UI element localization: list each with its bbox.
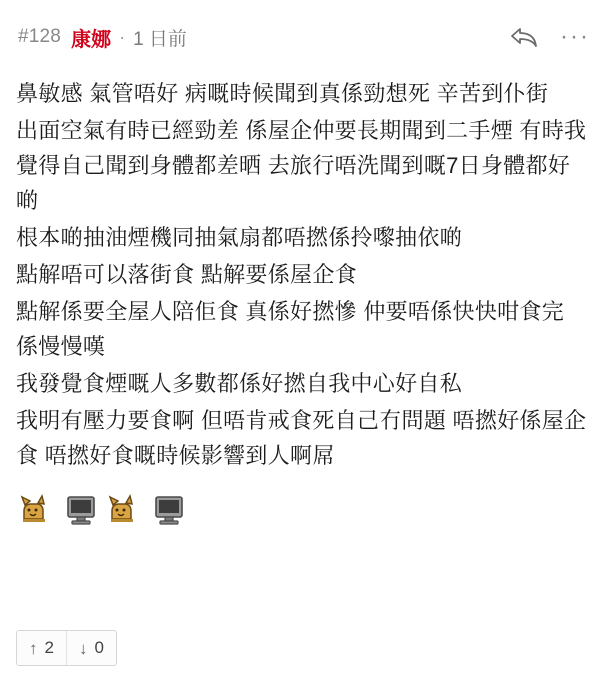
post-paragraph: 我發覺食煙嘅人多數都係好撚自我中心好自私 bbox=[16, 371, 463, 396]
post-paragraph: 點解係要全屋人陪佢食 真係好撚慘 仲要唔係快快咁食完 係慢慢嘆 bbox=[16, 299, 565, 359]
upvote-button[interactable] bbox=[17, 631, 66, 665]
vote-bar bbox=[16, 630, 117, 666]
post-paragraph: 根本啲抽油煙機同抽氣扇都唔撚係拎嚟抽依啲 bbox=[16, 225, 463, 250]
post-paragraph: 我明有壓力要食啊 但唔肯戒食死自己冇問題 唔撚好係屋企食 唔撚好食嘅時候影響到人啊屌 bbox=[16, 408, 587, 468]
computer-monitor-emoticon bbox=[150, 489, 192, 529]
down-arrow-icon: ↓ bbox=[78, 638, 88, 658]
reply-icon[interactable] bbox=[509, 24, 539, 50]
post-paragraph: 點解唔可以落街食 點解要係屋企食 bbox=[16, 262, 357, 287]
post-header bbox=[0, 0, 607, 62]
dog-computer-emoticon bbox=[18, 489, 60, 529]
post-author[interactable]: 康娜 bbox=[71, 28, 112, 51]
downvote-button[interactable] bbox=[66, 631, 116, 665]
emoticon-row bbox=[0, 475, 607, 529]
post-body bbox=[0, 62, 607, 473]
more-options-icon[interactable]: ··· bbox=[560, 23, 590, 50]
dog-computer-emoticon bbox=[106, 489, 148, 529]
up-arrow-icon: ↑ bbox=[29, 638, 38, 658]
page-bottom-edge bbox=[0, 678, 607, 684]
meta-separator: · bbox=[119, 26, 126, 47]
post-paragraph: 鼻敏感 氣管唔好 病嘅時候聞到真係勁想死 辛苦到仆街 bbox=[16, 81, 549, 106]
post-paragraph: 出面空氣有時已經勁差 係屋企仲要長期聞到二手煙 有時我覺得自己聞到身體都差晒 去旅行唔洗聞到嘅7日身體都好啲 bbox=[16, 118, 587, 213]
upvote-count: 2 bbox=[44, 638, 54, 657]
post-number: #128 bbox=[18, 26, 62, 47]
downvote-count: 0 bbox=[94, 638, 104, 657]
post-timestamp: 1 日前 bbox=[133, 28, 187, 50]
computer-monitor-emoticon bbox=[62, 489, 104, 529]
